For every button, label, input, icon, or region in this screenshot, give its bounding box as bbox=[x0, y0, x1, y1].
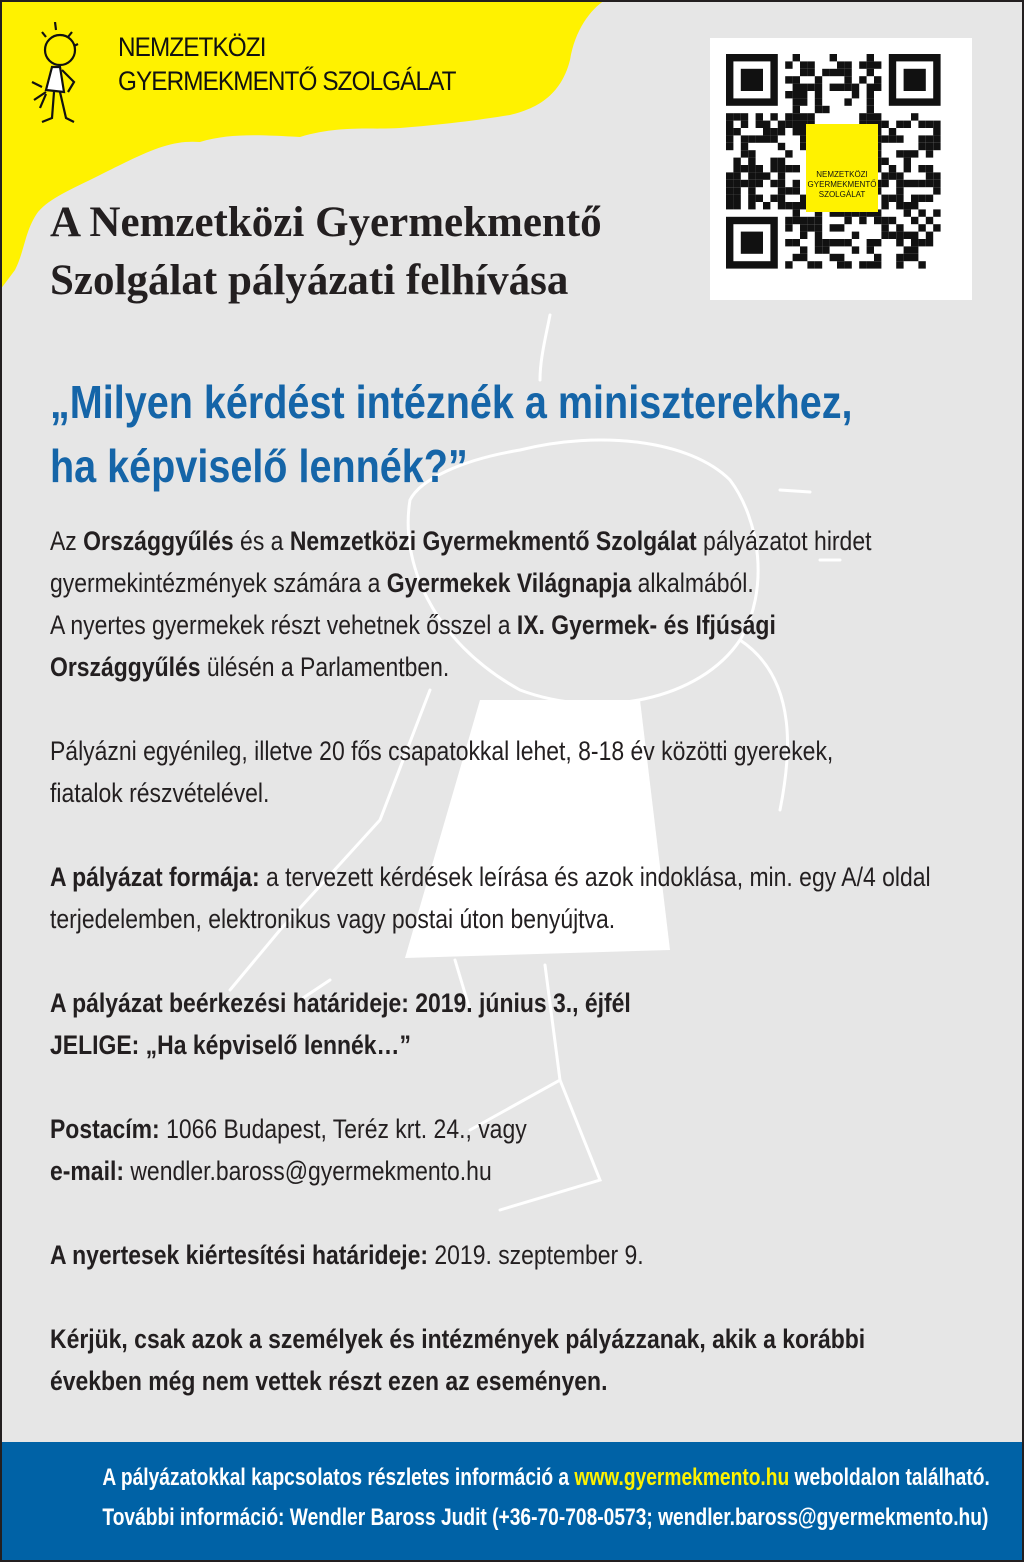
logo-line-1: NEMZETKÖZI bbox=[118, 32, 266, 62]
footer-line-2: További információ: Wendler Baross Judit (+36-70-708-0573; wendler.baross@gyermekmento.hu) bbox=[102, 1504, 989, 1531]
page-title bbox=[50, 194, 602, 310]
email-address: e-mail: wendler.baross@gyermekmento.hu bbox=[50, 1156, 492, 1186]
postal-address: Postacím: 1066 Budapest, Teréz krt. 24., vagy bbox=[50, 1114, 527, 1144]
intro-line-2: gyermekintézmények számára a Gyermekek Világnapja alkalmából. bbox=[50, 568, 754, 598]
eligibility-line-2: fiatalok részvételével. bbox=[50, 778, 270, 808]
motto: JELIGE: „Ha képviselő lennék…” bbox=[50, 1030, 411, 1060]
website-link[interactable]: www.gyermekmento.hu bbox=[574, 1464, 790, 1491]
form-line-2: terjedelemben, elektronikus vagy postai úton benyújtva. bbox=[50, 904, 616, 934]
headline-line-2: ha képviselő lennék?” bbox=[50, 440, 468, 492]
organization-logo bbox=[30, 22, 493, 128]
intro-line-4: Országgyűlés ülésén a Parlamentben. bbox=[50, 652, 450, 682]
email-link[interactable]: wendler.baross@gyermekmento.hu bbox=[123, 1156, 492, 1186]
notification-deadline: A nyertesek kiértesítési határideje: 2019. szeptember 9. bbox=[50, 1240, 644, 1270]
form-line-1: A pályázat formája: a tervezett kérdések leírása és azok indoklása, min. egy A/4 oldal bbox=[50, 862, 931, 892]
headline-line-1: „Milyen kérdést intéznék a miniszterekhez, bbox=[50, 376, 853, 428]
logo-line-2: GYERMEKMENTŐ SZOLGÁLAT bbox=[118, 66, 456, 96]
child-figure-logo-icon bbox=[30, 22, 96, 128]
qr-center-logo bbox=[806, 124, 878, 212]
qr-logo-line-3: SZOLGÁLAT bbox=[818, 190, 866, 199]
headline-question bbox=[50, 370, 852, 498]
intro-line-3: A nyertes gyermekek részt vehetnek ősszel a IX. Gyermek- és Ifjúsági bbox=[50, 610, 776, 640]
final-note-line-1: Kérjük, csak azok a személyek és intézmények pályázzanak, akik a korábbi bbox=[50, 1324, 866, 1354]
title-line-1: A Nemzetközi Gyermekmentő bbox=[50, 199, 602, 246]
final-note-line-2: években még nem vettek részt ezen az eseményen. bbox=[50, 1366, 608, 1396]
qr-logo-line-1: NEMZETKÖZI bbox=[816, 170, 868, 179]
footer-line-1: A pályázatokkal kapcsolatos részletes információ a www.gyermekmento.hu weboldalon található. bbox=[102, 1464, 990, 1491]
qr-logo-line-2: GYERMEKMENTŐ bbox=[807, 180, 877, 189]
deadline: A pályázat beérkezési határideje: 2019. június 3., éjfél bbox=[50, 988, 631, 1018]
announcement-body bbox=[50, 520, 1024, 1402]
qr-code[interactable] bbox=[710, 38, 972, 300]
title-line-2: Szolgálat pályázati felhívása bbox=[50, 257, 569, 304]
eligibility-line-1: Pályázni egyénileg, illetve 20 fős csapatokkal lehet, 8-18 év közötti gyerekek, bbox=[50, 736, 834, 766]
intro-line-1: Az Országgyűlés és a Nemzetközi Gyermekmentő Szolgálat pályázatot hirdet bbox=[50, 526, 872, 556]
footer-banner bbox=[0, 1442, 1024, 1562]
